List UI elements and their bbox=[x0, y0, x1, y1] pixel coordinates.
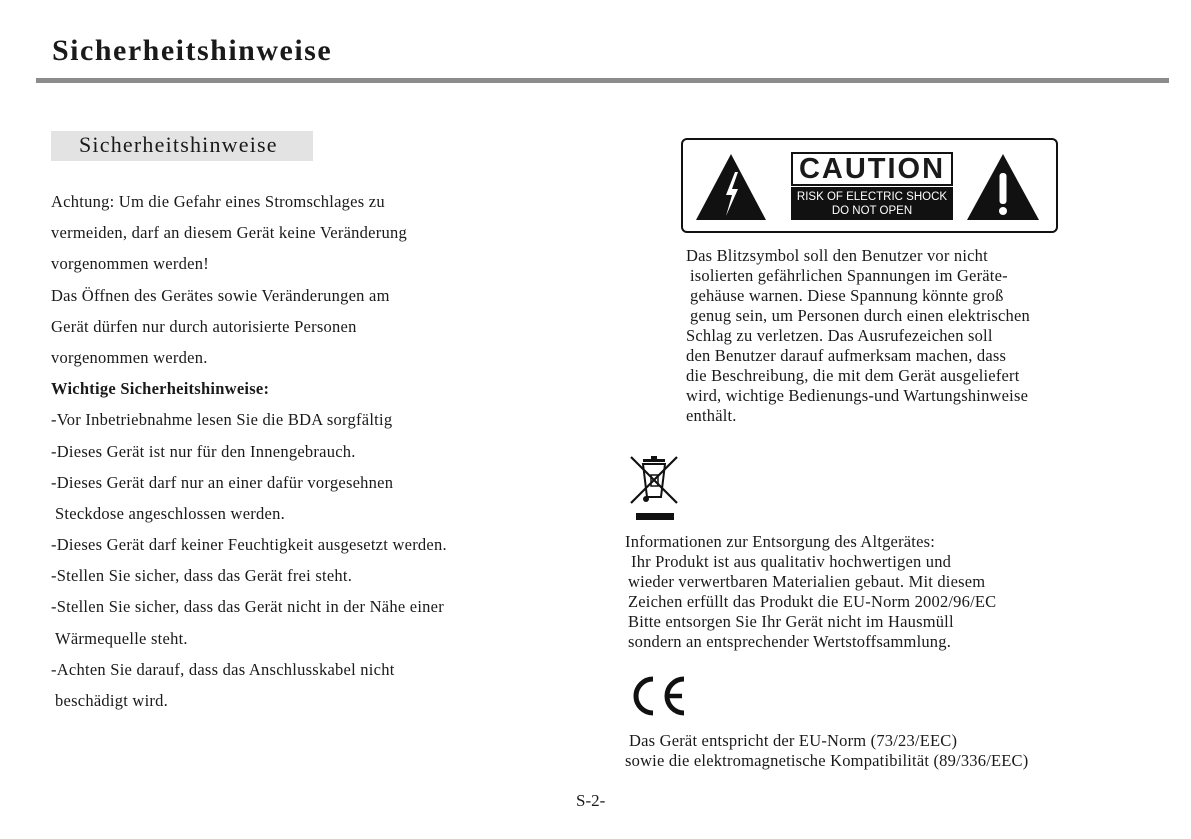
safety-text-line: vorgenommen werden. bbox=[51, 347, 208, 367]
safety-text-line: Wichtige Sicherheitshinweise: bbox=[51, 379, 270, 399]
ce-text-line: sowie die elektromagnetische Kompatibilität (89/336/EEC) bbox=[625, 751, 1029, 770]
safety-text-line: -Stellen Sie sicher, dass das Gerät frei steht. bbox=[51, 566, 353, 586]
disposal-text-line: Informationen zur Entsorgung des Altgerätes: bbox=[625, 532, 936, 551]
caution-title: CAUTION bbox=[791, 152, 953, 186]
safety-text-line: Steckdose angeschlossen werden. bbox=[55, 503, 285, 523]
title-divider bbox=[36, 78, 1169, 83]
caution-text-line: den Benutzer darauf aufmerksam machen, dass bbox=[686, 346, 1007, 365]
safety-text-line: -Dieses Gerät darf keiner Feuchtigkeit ausgesetzt werden. bbox=[51, 535, 447, 555]
safety-text-line: vorgenommen werden! bbox=[51, 254, 209, 274]
disposal-info bbox=[625, 532, 996, 652]
caution-text-line: wird, wichtige Bedienungs-und Wartungshinweise bbox=[686, 386, 1029, 405]
ce-text-line: Das Gerät entspricht der EU-Norm (73/23/EEC) bbox=[629, 731, 958, 750]
ce-mark-icon bbox=[626, 675, 690, 717]
safety-text-line: -Achten Sie darauf, dass das Anschlusskabel nicht bbox=[51, 659, 395, 679]
safety-text-line: -Vor Inbetriebnahme lesen Sie die BDA sorgfältig bbox=[51, 410, 393, 430]
caution-text-line: gehäuse warnen. Diese Spannung könnte groß bbox=[690, 286, 1004, 305]
disposal-text-line: Zeichen erfüllt das Produkt die EU-Norm 2002/96/EC bbox=[628, 592, 997, 611]
safety-instructions bbox=[51, 189, 571, 719]
risk-line-1: RISK OF ELECTRIC SHOCK bbox=[796, 191, 948, 203]
caution-explanation bbox=[686, 246, 1030, 426]
section-heading: Sicherheitshinweise bbox=[79, 132, 278, 157]
ce-conformity bbox=[625, 731, 1028, 771]
lightning-warning-icon bbox=[696, 154, 766, 220]
disposal-text-line: sondern an entsprechender Wertstoffsammlung. bbox=[628, 632, 952, 651]
caution-text-line: Das Blitzsymbol soll den Benutzer vor nicht bbox=[686, 246, 988, 265]
caution-text-line: die Beschreibung, die mit dem Gerät ausgeliefert bbox=[686, 366, 1020, 385]
risk-line-2: DO NOT OPEN bbox=[831, 205, 913, 217]
safety-text-line: -Dieses Gerät darf nur an einer dafür vorgesehnen bbox=[51, 472, 394, 492]
safety-text-line: Wärmequelle steht. bbox=[55, 628, 188, 648]
safety-text-line: Achtung: Um die Gefahr eines Stromschlages zu bbox=[51, 192, 385, 211]
disposal-text-line: wieder verwertbaren Materialien gebaut. Mit diesem bbox=[628, 572, 986, 591]
safety-text-line: Das Öffnen des Gerätes sowie Veränderungen am bbox=[51, 285, 390, 305]
page-title: Sicherheitshinweise bbox=[52, 34, 333, 67]
caution-text-line: isolierten gefährlichen Spannungen im Geräte- bbox=[690, 266, 1008, 285]
risk-warning bbox=[791, 187, 953, 220]
safety-text-line: beschädigt wird. bbox=[55, 691, 169, 710]
disposal-text-line: Ihr Produkt ist aus qualitativ hochwertigen und bbox=[631, 552, 952, 571]
page-number: S-2- bbox=[576, 791, 606, 810]
exclamation-warning-icon bbox=[967, 154, 1039, 220]
safety-text-line: Gerät dürfen nur durch autorisierte Personen bbox=[51, 316, 357, 336]
caution-text-line: enthält. bbox=[686, 406, 737, 425]
crossed-bin-icon bbox=[627, 453, 683, 523]
safety-text-line: -Dieses Gerät ist nur für den Innengebrauch. bbox=[51, 441, 356, 461]
caution-text-line: genug sein, um Personen durch einen elektrischen bbox=[690, 306, 1030, 325]
caution-text-line: Schlag zu verletzen. Das Ausrufezeichen soll bbox=[686, 326, 993, 345]
safety-text-line: vermeiden, darf an diesem Gerät keine Veränderung bbox=[51, 223, 408, 243]
disposal-text-line: Bitte entsorgen Sie Ihr Gerät nicht im Hausmüll bbox=[628, 612, 954, 631]
caution-label bbox=[681, 138, 1058, 233]
safety-text-line: -Stellen Sie sicher, dass das Gerät nicht in der Nähe einer bbox=[51, 597, 445, 617]
